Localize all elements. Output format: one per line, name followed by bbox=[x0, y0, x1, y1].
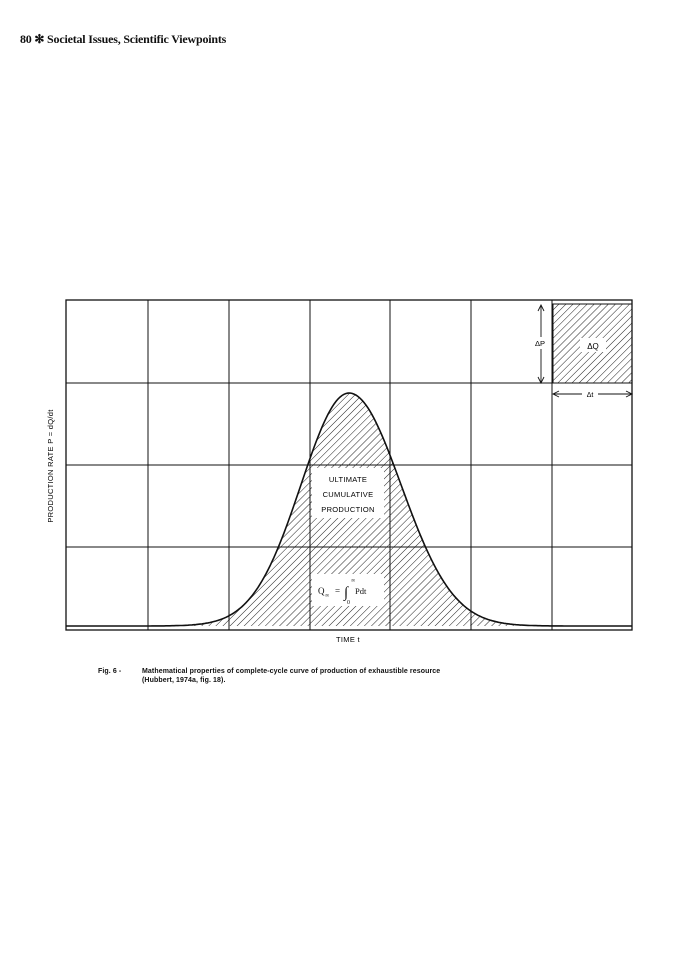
caption-figure-label: Fig. 6 - bbox=[98, 668, 122, 675]
running-head: 80 ✻ Societal Issues, Scientific Viewpoints bbox=[20, 32, 227, 46]
delta-p-label: ΔP bbox=[534, 339, 546, 348]
formula-integral: ∫ bbox=[344, 585, 349, 601]
formula-lhs: Q bbox=[318, 586, 325, 596]
figure-caption bbox=[98, 667, 598, 685]
delta-q-label: ΔQ bbox=[587, 342, 599, 351]
area-label-line-1: ULTIMATE bbox=[328, 475, 368, 484]
delta-t-label: Δt bbox=[586, 392, 594, 399]
formula-lhs-subscript: ∞ bbox=[325, 593, 330, 599]
area-label-line-3: PRODUCTION bbox=[321, 505, 375, 514]
x-axis-label: TIME t bbox=[336, 635, 360, 644]
formula-lower-limit: 0 bbox=[347, 600, 350, 606]
formula-upper-limit: ∞ bbox=[351, 578, 356, 584]
formula-equals: = bbox=[335, 586, 341, 596]
area-label-line-2: CUMULATIVE bbox=[322, 490, 374, 499]
formula-integrand: Pdt bbox=[355, 586, 367, 596]
y-axis-label: PRODUCTION RATE P = dQ/dt bbox=[46, 409, 55, 523]
caption-line-1: Mathematical properties of complete-cycle curve of production of exhaustible resource bbox=[142, 668, 441, 675]
caption-line-2: (Hubbert, 1974a, fig. 18). bbox=[142, 677, 226, 684]
